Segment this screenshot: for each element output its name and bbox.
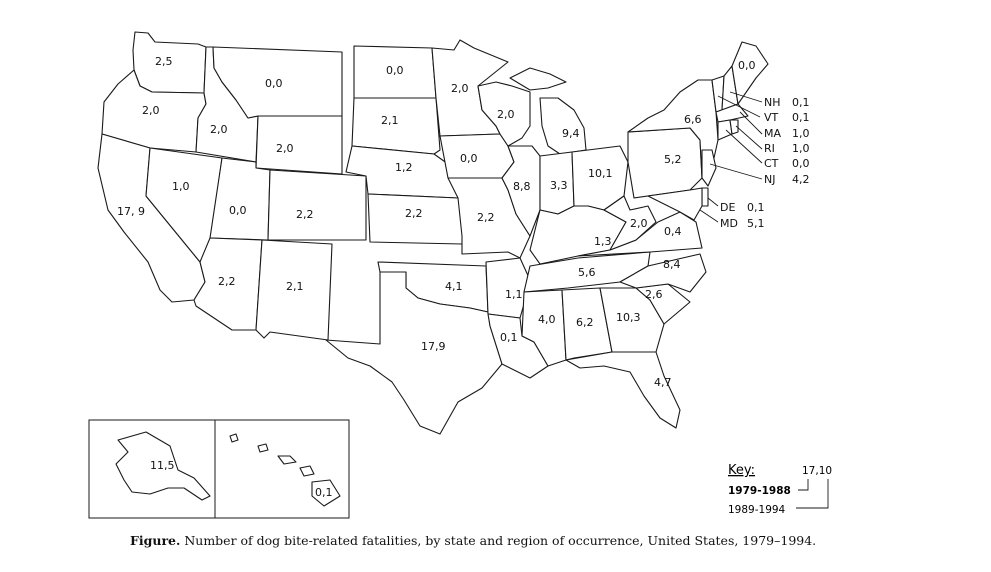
key-title: Key: bbox=[728, 463, 756, 478]
label-wa: 2,5 bbox=[155, 55, 173, 68]
label-me: 0,0 bbox=[738, 59, 756, 72]
state-hi-4 bbox=[300, 466, 314, 476]
callout-ri-abbr: RI bbox=[764, 142, 775, 155]
label-va: 0,4 bbox=[664, 225, 682, 238]
key-connector-2 bbox=[796, 479, 828, 508]
label-ne: 1,2 bbox=[395, 161, 413, 174]
label-or: 2,0 bbox=[142, 104, 160, 117]
state-hi-1 bbox=[230, 434, 238, 442]
label-mn: 2,0 bbox=[451, 82, 469, 95]
callout-md-abbr: MD bbox=[720, 217, 738, 230]
label-tx: 17,9 bbox=[421, 340, 446, 353]
label-ky: 1,3 bbox=[594, 235, 612, 248]
callout-ma-abbr: MA bbox=[764, 127, 782, 140]
label-mi: 9,4 bbox=[562, 127, 580, 140]
state-wy bbox=[256, 116, 342, 174]
label-mt: 0,0 bbox=[265, 77, 283, 90]
label-wy: 2,0 bbox=[276, 142, 294, 155]
label-nm: 2,1 bbox=[286, 280, 304, 293]
label-oh: 10,1 bbox=[588, 167, 613, 180]
state-mi-up bbox=[510, 68, 566, 90]
label-sc: 2,6 bbox=[645, 288, 663, 301]
label-ia: 0,0 bbox=[460, 152, 478, 165]
label-hi: 0,1 bbox=[315, 486, 333, 499]
label-la: 0,1 bbox=[500, 331, 518, 344]
key-row-1989-1994: 1989-1994 bbox=[728, 504, 786, 516]
callout-nj-abbr: NJ bbox=[764, 173, 776, 186]
label-ms: 4,0 bbox=[538, 313, 556, 326]
label-ny: 6,6 bbox=[684, 113, 702, 126]
label-nc: 8,4 bbox=[663, 258, 681, 271]
label-co: 2,2 bbox=[296, 208, 314, 221]
label-fl: 4,7 bbox=[654, 376, 672, 389]
label-ga: 10,3 bbox=[616, 311, 641, 324]
callout-vt-value: 0,1 bbox=[792, 111, 810, 124]
callout-ct-abbr: CT bbox=[764, 157, 779, 170]
label-ks: 2,2 bbox=[405, 207, 423, 220]
callout-md-value: 5,1 bbox=[747, 217, 765, 230]
callout-nj-value: 4,2 bbox=[792, 173, 810, 186]
label-il: 8,8 bbox=[513, 180, 531, 193]
label-tn: 5,6 bbox=[578, 266, 596, 279]
label-wv: 2,0 bbox=[630, 217, 648, 230]
key-sample: 17,10 bbox=[802, 465, 833, 477]
callout-nh-abbr: NH bbox=[764, 96, 781, 109]
label-in: 3,3 bbox=[550, 179, 568, 192]
label-az: 2,2 bbox=[218, 275, 236, 288]
state-hi-3 bbox=[278, 456, 296, 464]
callout-ri-value: 1,0 bbox=[792, 142, 810, 155]
label-ak: 11,5 bbox=[150, 459, 175, 472]
state-fl bbox=[566, 352, 680, 428]
figure-caption bbox=[130, 533, 816, 548]
label-mo: 2,2 bbox=[477, 211, 495, 224]
state-co bbox=[268, 170, 366, 240]
key-connector-1 bbox=[798, 479, 808, 490]
callout-ma-value: 1,0 bbox=[792, 127, 810, 140]
label-ok: 4,1 bbox=[445, 280, 463, 293]
callout-de-abbr: DE bbox=[720, 201, 736, 214]
label-pa: 5,2 bbox=[664, 153, 682, 166]
label-ar: 1,1 bbox=[505, 288, 523, 301]
key-row-1979-1988: 1979-1988 bbox=[728, 485, 791, 497]
caption-text: Number of dog bite-related fatalities, by state and region of occurrence, United States, 1979–1994. bbox=[184, 533, 817, 548]
callout-vt-abbr: VT bbox=[764, 111, 779, 124]
callout-ct-value: 0,0 bbox=[792, 157, 810, 170]
state-de bbox=[702, 188, 708, 206]
label-ut: 0,0 bbox=[229, 204, 247, 217]
state-hi-2 bbox=[258, 444, 268, 452]
callout-de-value: 0,1 bbox=[747, 201, 765, 214]
state-mi bbox=[540, 98, 586, 154]
label-al: 6,2 bbox=[576, 316, 594, 329]
label-nv: 1,0 bbox=[172, 180, 190, 193]
label-sd: 2,1 bbox=[381, 114, 399, 127]
label-ca: 17, 9 bbox=[117, 205, 145, 218]
legend-key bbox=[728, 463, 832, 516]
label-wi: 2,0 bbox=[497, 108, 515, 121]
label-nd: 0,0 bbox=[386, 64, 404, 77]
label-id: 2,0 bbox=[210, 123, 228, 136]
caption-label: Figure. bbox=[130, 533, 181, 548]
callout-nh-value: 0,1 bbox=[792, 96, 810, 109]
